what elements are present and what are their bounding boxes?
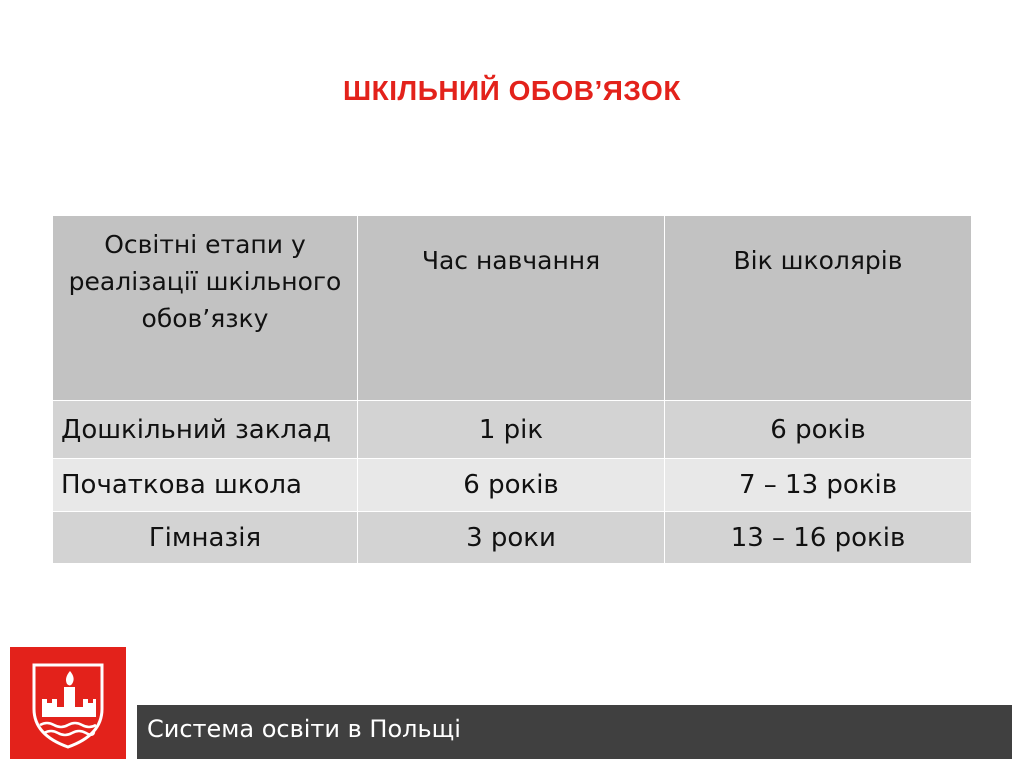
header-duration	[358, 216, 665, 401]
age-cell: 13 – 16 років	[665, 512, 972, 564]
table-row	[53, 401, 972, 459]
header-age	[665, 216, 972, 401]
stage-cell: Дошкільний заклад	[53, 401, 358, 459]
duration-cell: 6 років	[358, 459, 665, 512]
header-stages	[53, 216, 358, 401]
header-age-label: Вік школярів	[733, 246, 903, 275]
footer-text: Система освіти в Польщі	[147, 715, 461, 743]
header-duration-label: Час навчання	[421, 246, 601, 275]
footer-bar	[137, 705, 1012, 759]
table-header-row	[53, 216, 972, 401]
duration-cell: 1 рік	[358, 401, 665, 459]
duration-cell: 3 роки	[358, 512, 665, 564]
table-row	[53, 459, 972, 512]
coat-of-arms-icon	[10, 647, 126, 759]
table-row	[53, 512, 972, 564]
header-stages-label: Освітні етапи у реалізації шкільного обов’язку	[68, 230, 342, 333]
age-cell: 7 – 13 років	[665, 459, 972, 512]
logo	[10, 647, 126, 759]
age-cell: 6 років	[665, 401, 972, 459]
stage-cell: Гімназія	[53, 512, 358, 564]
stage-cell: Початкова школа	[53, 459, 358, 512]
slide-title: ШКІЛЬНИЙ ОБОВ’ЯЗОК	[343, 75, 681, 106]
education-stages-table	[52, 215, 972, 564]
